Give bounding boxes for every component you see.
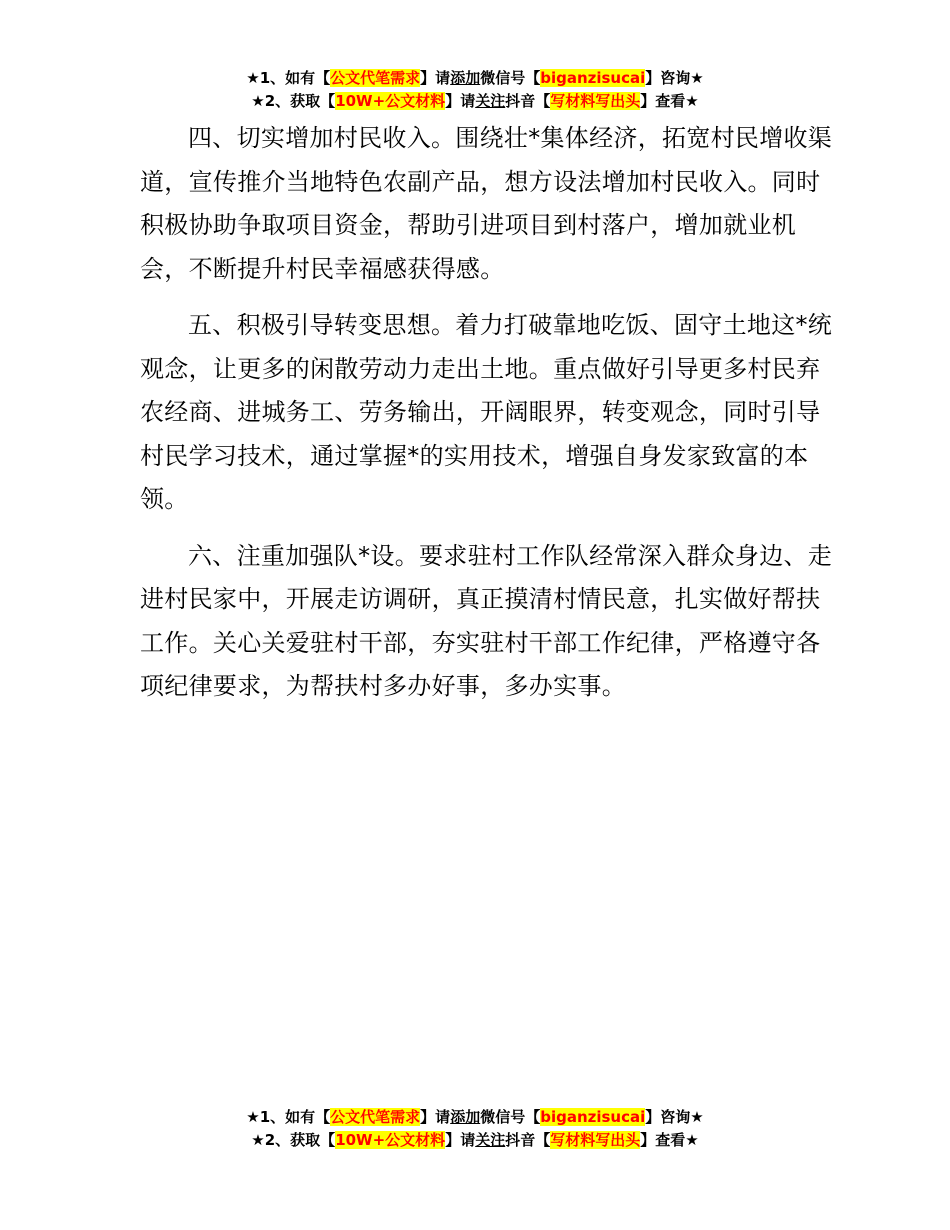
banner-line-1 <box>0 67 950 90</box>
banner-text: 】请 <box>445 92 476 110</box>
document-body <box>140 117 840 722</box>
underlined-text: 添加 <box>450 69 481 87</box>
banner-text: 】查看★ <box>640 1131 699 1149</box>
banner-text: ★2、获取【 <box>251 1131 336 1149</box>
banner-line-1 <box>0 1106 950 1129</box>
highlight-douyin-account: 写材料写出头 <box>550 1131 641 1149</box>
underlined-text: 关注 <box>475 92 506 110</box>
highlight-materials: 10W+公文材料 <box>335 92 446 110</box>
banner-text: ★2、获取【 <box>251 92 336 110</box>
highlight-wechat-id: biganzisucai <box>540 1108 646 1126</box>
highlight-service: 公文代笔需求 <box>330 69 421 87</box>
highlight-materials: 10W+公文材料 <box>335 1131 446 1149</box>
banner-text: 】请 <box>420 69 451 87</box>
highlight-wechat-id: biganzisucai <box>540 69 646 87</box>
footer-banner <box>0 1106 950 1152</box>
paragraph-section-6: 六、注重加强队*设。要求驻村工作队经常深入群众身边、走进村民家中，开展走访调研，真正摸清村情民意，扎实做好帮扶工作。关心关爱驻村干部，夯实驻村干部工作纪律，严格遵守各项纪律要求，为帮扶村多办好事，多办实事。 <box>140 541 833 700</box>
header-banner <box>0 67 950 113</box>
paragraph-section-4: 四、切实增加村民收入。围绕壮*集体经济，拓宽村民增收渠道，宣传推介当地特色农副产品，想方设法增加村民收入。同时积极协助争取项目资金，帮助引进项目到村落户，增加就业机会，不断提升村民幸福感获得感。 <box>140 124 833 283</box>
banner-text: 抖音【 <box>505 92 551 110</box>
underlined-text: 关注 <box>475 1131 506 1149</box>
banner-text: 】咨询★ <box>645 1108 704 1126</box>
banner-text: 】请 <box>445 1131 476 1149</box>
underlined-text: 添加 <box>450 1108 481 1126</box>
banner-line-2 <box>0 90 950 113</box>
banner-line-2 <box>0 1129 950 1152</box>
banner-text: ★1、如有【 <box>246 1108 331 1126</box>
banner-text: ★1、如有【 <box>246 69 331 87</box>
highlight-service: 公文代笔需求 <box>330 1108 421 1126</box>
banner-text: 微信号【 <box>480 69 541 87</box>
banner-text: 微信号【 <box>480 1108 541 1126</box>
banner-text: 】咨询★ <box>645 69 704 87</box>
banner-text: 抖音【 <box>505 1131 551 1149</box>
banner-text: 】请 <box>420 1108 451 1126</box>
paragraph-section-5: 五、积极引导转变思想。着力打破靠地吃饭、固守土地这*统观念，让更多的闲散劳动力走出土地。重点做好引导更多村民弃农经商、进城务工、劳务输出，开阔眼界，转变观念，同时引导村民学习技术，通过掌握*的实用技术，增强自身发家致富的本领。 <box>140 311 833 513</box>
highlight-douyin-account: 写材料写出头 <box>550 92 641 110</box>
banner-text: 】查看★ <box>640 92 699 110</box>
